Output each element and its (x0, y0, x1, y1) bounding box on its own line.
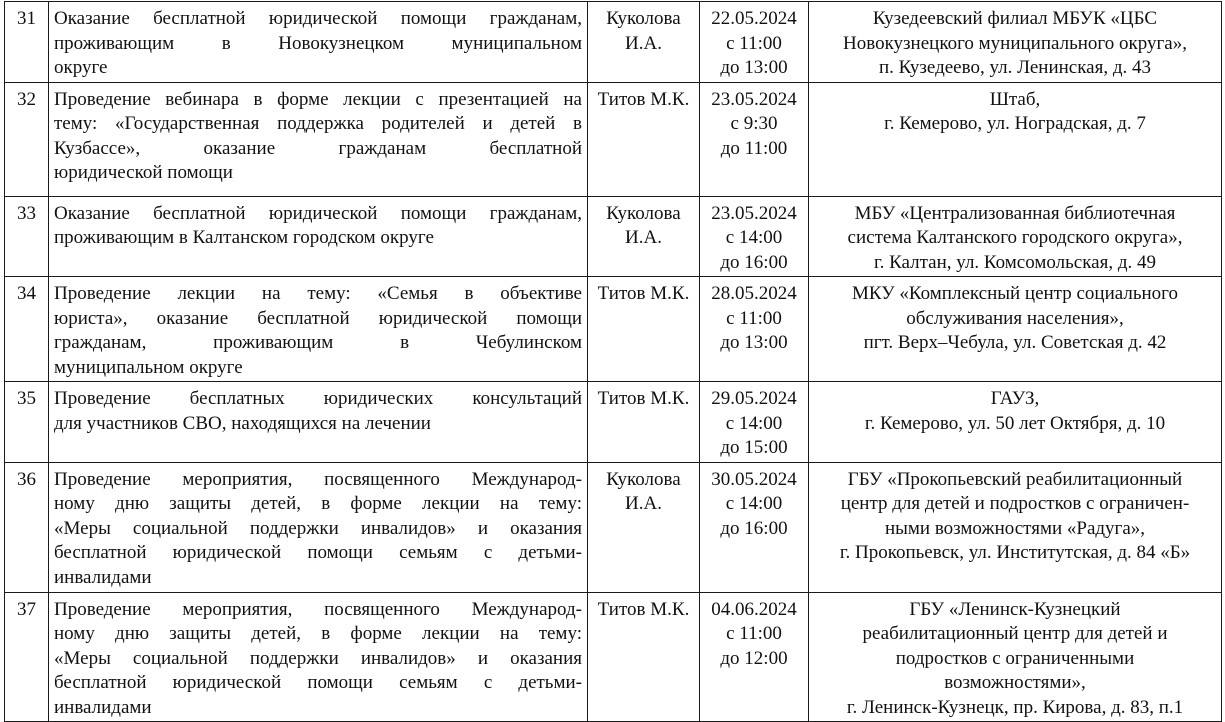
table-row (5, 2, 1222, 83)
event-location-line: возможностями», (944, 672, 1086, 693)
event-location-line: система Калтанского городского округа», (847, 227, 1183, 248)
event-description (49, 277, 588, 382)
responsible-person-line: Куколова (606, 202, 681, 224)
event-location (809, 82, 1222, 196)
event-description-line: Проведение мероприятия, посвященного Международ- (54, 598, 582, 620)
responsible-person-line: Титов М.К. (597, 598, 690, 620)
event-description (49, 82, 588, 196)
event-date-time (700, 462, 809, 592)
event-description-line: тему: «Государственная поддержка родителей и детей в (54, 113, 582, 134)
row-number: 35 (5, 382, 49, 463)
event-location-line: реабилитационный центр для детей и (862, 623, 1168, 644)
event-date-time-line: до 11:00 (720, 137, 788, 159)
event-date-time-line: с 14:00 (725, 412, 783, 434)
responsible-person-line: И.А. (625, 493, 662, 514)
event-location (809, 277, 1222, 382)
event-date-time (700, 82, 809, 196)
responsible-person (588, 2, 700, 83)
event-description-line: Проведение мероприятия, посвященного Международ- (54, 468, 582, 490)
event-date-time-line: с 9:30 (730, 113, 778, 134)
event-location-line: обслуживания населения», (906, 307, 1124, 329)
event-date-time-line: до 13:00 (720, 57, 788, 78)
event-location-line: МКУ «Комплексный центр социального (852, 283, 1178, 304)
event-description (49, 592, 588, 722)
responsible-person (588, 277, 700, 382)
table-row (5, 277, 1222, 382)
event-location-line: п. Кузедеево, ул. Ленинская, д. 43 (878, 57, 1152, 78)
event-date-time (700, 2, 809, 83)
event-description-line: Кузбассе», оказание гражданам бесплатной (54, 137, 582, 159)
table-row (5, 592, 1222, 722)
event-date-time (700, 592, 809, 722)
event-location-line: ГБУ «Ленинск-Кузнецкий (909, 598, 1121, 620)
event-description-line: юриста», оказание бесплатной юридической помощи (54, 307, 582, 329)
event-date-time-line: с 14:00 (725, 227, 783, 248)
table-row (5, 462, 1222, 592)
table-row (5, 82, 1222, 196)
event-description-line: инвалидами (54, 696, 152, 718)
row-number: 31 (5, 2, 49, 83)
responsible-person-line: Куколова (606, 8, 681, 29)
event-description-line: Проведение бесплатных юридических консультаций (54, 388, 582, 409)
event-location-line: ГАУЗ, (990, 388, 1040, 409)
event-location-line: г. Калтан, ул. Комсомольская, д. 49 (873, 251, 1157, 273)
event-location-line: г. Прокопьевск, ул. Институтская, д. 84 «Б» (839, 542, 1191, 563)
event-location-line: пгт. Верх–Чебула, ул. Советская д. 42 (863, 332, 1167, 353)
event-location-line: г. Ленинск-Кузнецк, пр. Кирова, д. 83, п.1 (846, 696, 1184, 718)
event-description-line: «Меры социальной поддержки инвалидов» и оказания (54, 647, 582, 669)
event-location (809, 592, 1222, 722)
event-location-line: подростков с ограниченными (895, 647, 1135, 669)
event-description (49, 382, 588, 463)
event-location-line: Штаб, (989, 88, 1041, 110)
event-date-time-line: 22.05.2024 (711, 8, 797, 29)
event-description (49, 2, 588, 83)
event-date-time-line: 28.05.2024 (711, 283, 797, 304)
event-description-line: округе (54, 57, 108, 78)
event-date-time-line: 04.06.2024 (711, 598, 797, 620)
event-description-line: бесплатной юридической помощи семьям с детьми- (54, 542, 582, 563)
event-location-line: МБУ «Централизованная библиотечная (854, 202, 1176, 224)
responsible-person (588, 196, 700, 277)
row-number: 34 (5, 277, 49, 382)
event-description-line: ному дню защиты детей, в форме лекции на тему: (54, 493, 582, 514)
table-row (5, 196, 1222, 277)
event-description-line: юридической помощи (54, 162, 233, 183)
event-description-line: Проведение лекции на тему: «Семья в объективе (54, 283, 582, 304)
event-description-line: муниципальном округе (54, 356, 243, 378)
table-row (5, 382, 1222, 463)
event-description-line: бесплатной юридической помощи семьям с детьми- (54, 672, 582, 693)
event-date-time-line: до 12:00 (720, 647, 788, 669)
event-date-time-line: с 11:00 (726, 307, 782, 329)
event-date-time-line: 23.05.2024 (711, 88, 797, 110)
event-location-line: Кузедеевский филиал МБУК «ЦБС (872, 8, 1158, 29)
event-date-time-line: до 16:00 (720, 251, 788, 273)
event-date-time-line: до 16:00 (720, 517, 788, 539)
event-description-line: инвалидами (54, 566, 152, 588)
event-description-line: Оказание бесплатной юридической помощи гражданам, (54, 8, 582, 29)
event-date-time (700, 196, 809, 277)
event-description-line: гражданам, проживающим в Чебулинском (54, 332, 582, 353)
responsible-person (588, 82, 700, 196)
responsible-person-line: Титов М.К. (597, 388, 690, 409)
event-date-time (700, 277, 809, 382)
event-description-line: проживающим в Новокузнецком муниципальном (54, 32, 582, 54)
responsible-person (588, 462, 700, 592)
event-date-time-line: с 11:00 (726, 623, 782, 644)
event-date-time-line: 30.05.2024 (711, 468, 797, 490)
event-location (809, 196, 1222, 277)
event-description (49, 462, 588, 592)
event-description-line: для участников СВО, находящихся на лечении (54, 412, 431, 434)
responsible-person-line: И.А. (625, 227, 662, 248)
events-table-body (5, 2, 1222, 722)
event-location (809, 462, 1222, 592)
event-date-time-line: до 15:00 (720, 437, 788, 458)
event-date-time-line: 23.05.2024 (711, 202, 797, 224)
event-location (809, 2, 1222, 83)
event-location-line: ными возможностями «Радуга», (884, 517, 1146, 539)
responsible-person-line: Куколова (606, 468, 681, 490)
responsible-person (588, 592, 700, 722)
row-number: 32 (5, 82, 49, 196)
event-location-line: центр для детей и подростков с ограничен- (840, 493, 1190, 514)
event-description-line: проживающим в Калтанском городском округе (54, 227, 434, 248)
event-date-time-line: 29.05.2024 (711, 388, 797, 409)
event-location-line: г. Кемерово, ул. Ноградская, д. 7 (884, 113, 1146, 134)
event-date-time-line: с 11:00 (726, 32, 782, 54)
event-date-time-line: до 13:00 (720, 332, 788, 353)
event-description-line: ному дню защиты детей, в форме лекции на тему: (54, 623, 582, 644)
row-number: 33 (5, 196, 49, 277)
events-table (4, 1, 1222, 722)
event-description-line: «Меры социальной поддержки инвалидов» и оказания (54, 517, 582, 539)
event-description-line: Проведение вебинара в форме лекции с презентацией на (54, 88, 582, 110)
event-location-line: г. Кемерово, ул. 50 лет Октября, д. 10 (864, 412, 1166, 434)
event-date-time (700, 382, 809, 463)
event-description-line: Оказание бесплатной юридической помощи гражданам, (54, 202, 582, 224)
responsible-person-line: И.А. (625, 32, 662, 54)
responsible-person (588, 382, 700, 463)
event-location-line: ГБУ «Прокопьевский реабилитационный (847, 468, 1183, 490)
event-location-line: Новокузнецкого муниципального округа», (843, 32, 1187, 54)
responsible-person-line: Титов М.К. (597, 283, 690, 304)
event-description (49, 196, 588, 277)
row-number: 37 (5, 592, 49, 722)
responsible-person-line: Титов М.К. (597, 88, 690, 110)
event-location (809, 382, 1222, 463)
event-date-time-line: с 14:00 (725, 493, 783, 514)
row-number: 36 (5, 462, 49, 592)
